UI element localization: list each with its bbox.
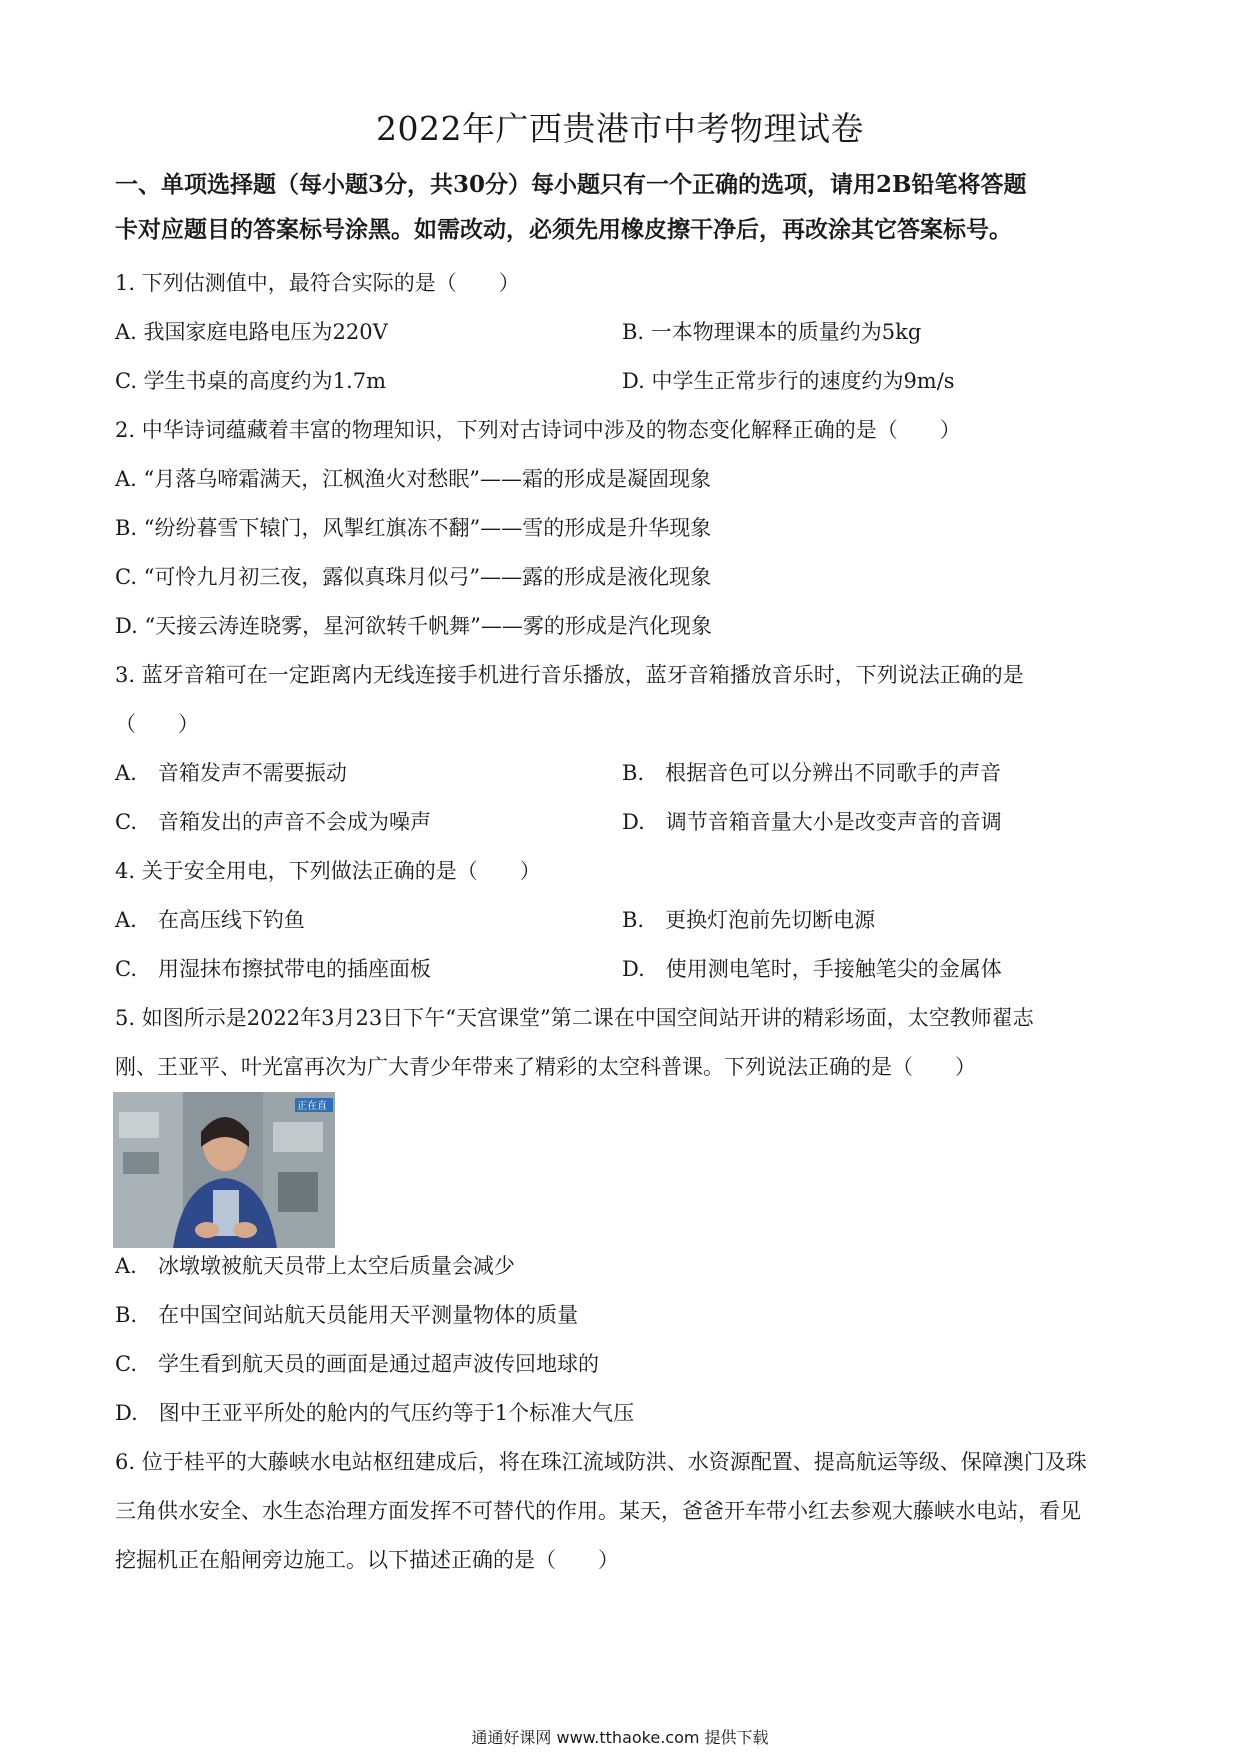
- q2-option-d: D. “天接云涛连晓雾，星河欲转千帆舞”——雾的形成是汽化现象: [115, 614, 712, 638]
- q4-stem: 4. 关于安全用电，下列做法正确的是（ ）: [115, 859, 541, 883]
- q3-stem-line-1: 3. 蓝牙音箱可在一定距离内无线连接手机进行音乐播放，蓝牙音箱播放音乐时，下列说法正确的是: [115, 663, 1024, 687]
- q5-option-b: B. 在中国空间站航天员能用天平测量物体的质量: [115, 1303, 579, 1327]
- q4-option-b: B. 更换灯泡前先切断电源: [622, 908, 876, 932]
- q1-option-a: A. 我国家庭电路电压为220V: [115, 320, 388, 344]
- q3-option-c: C. 音箱发出的声音不会成为噪声: [115, 810, 431, 834]
- q3-option-d: D. 调节音箱音量大小是改变声音的音调: [622, 810, 1002, 834]
- q6-stem-line-2: 三角供水安全、水生态治理方面发挥不可替代的作用。某天，爸爸开车带小红去参观大藤峡水电站，看见: [115, 1499, 1081, 1523]
- q4-option-d: D. 使用测电笔时，手接触笔尖的金属体: [622, 957, 1002, 981]
- q3-option-b: B. 根据音色可以分辨出不同歌手的声音: [622, 761, 1002, 785]
- page-footer: 通通好课网 www.tthaoke.com 提供下载: [471, 1728, 769, 1747]
- q2-stem: 2. 中华诗词蕴藏着丰富的物理知识，下列对古诗词中涉及的物态变化解释正确的是（ ）: [115, 418, 961, 442]
- q2-option-b: B. “纷纷暮雪下辕门，风掣红旗冻不翻”——雪的形成是升华现象: [115, 516, 712, 540]
- photo-overlay-label: 正在直: [297, 1101, 327, 1112]
- q2-option-a: A. “月落乌啼霜满天，江枫渔火对愁眠”——霜的形成是凝固现象: [115, 467, 711, 491]
- q1-option-b: B. 一本物理课本的质量约为5kg: [622, 320, 922, 344]
- q1-option-c: C. 学生书桌的高度约为1.7m: [115, 369, 386, 393]
- q5-option-a: A. 冰墩墩被航天员带上太空后质量会减少: [115, 1254, 515, 1278]
- q1-stem: 1. 下列估测值中，最符合实际的是（ ）: [115, 271, 520, 295]
- q1-option-d: D. 中学生正常步行的速度约为9m/s: [622, 369, 955, 393]
- q3-stem-line-2: （ ）: [115, 712, 199, 736]
- q5-stem-line-2: 刚、王亚平、叶光富再次为广大青少年带来了精彩的太空科普课。下列说法正确的是（ ）: [115, 1055, 976, 1079]
- q2-option-c: C. “可怜九月初三夜，露似真珠月似弓”——露的形成是液化现象: [115, 565, 712, 589]
- space-station-class-photo: [113, 1092, 335, 1248]
- section-heading-line-1: 一、单项选择题（每小题3分，共30分）每小题只有一个正确的选项，请用2B铅笔将答题: [115, 171, 1027, 198]
- q5-option-c: C. 学生看到航天员的画面是通过超声波传回地球的: [115, 1352, 599, 1376]
- q4-option-c: C. 用湿抹布擦拭带电的插座面板: [115, 957, 431, 981]
- q5-option-d: D. 图中王亚平所处的舱内的气压约等于1个标准大气压: [115, 1401, 635, 1425]
- section-heading-line-2: 卡对应题目的答案标号涂黑。如需改动，必须先用橡皮擦干净后，再改涂其它答案标号。: [115, 216, 1012, 243]
- q6-stem-line-1: 6. 位于桂平的大藤峡水电站枢纽建成后，将在珠江流域防洪、水资源配置、提高航运等级、保障澳门及珠: [115, 1450, 1087, 1474]
- q5-stem-line-1: 5. 如图所示是2022年3月23日下午“天宫课堂”第二课在中国空间站开讲的精彩场面，太空教师翟志: [115, 1006, 1034, 1030]
- q3-option-a: A. 音箱发声不需要振动: [115, 761, 347, 785]
- page-title: 2022年广西贵港市中考物理试卷: [376, 109, 864, 148]
- q6-stem-line-3: 挖掘机正在船闸旁边施工。以下描述正确的是（ ）: [115, 1548, 619, 1572]
- q4-option-a: A. 在高压线下钓鱼: [115, 908, 305, 932]
